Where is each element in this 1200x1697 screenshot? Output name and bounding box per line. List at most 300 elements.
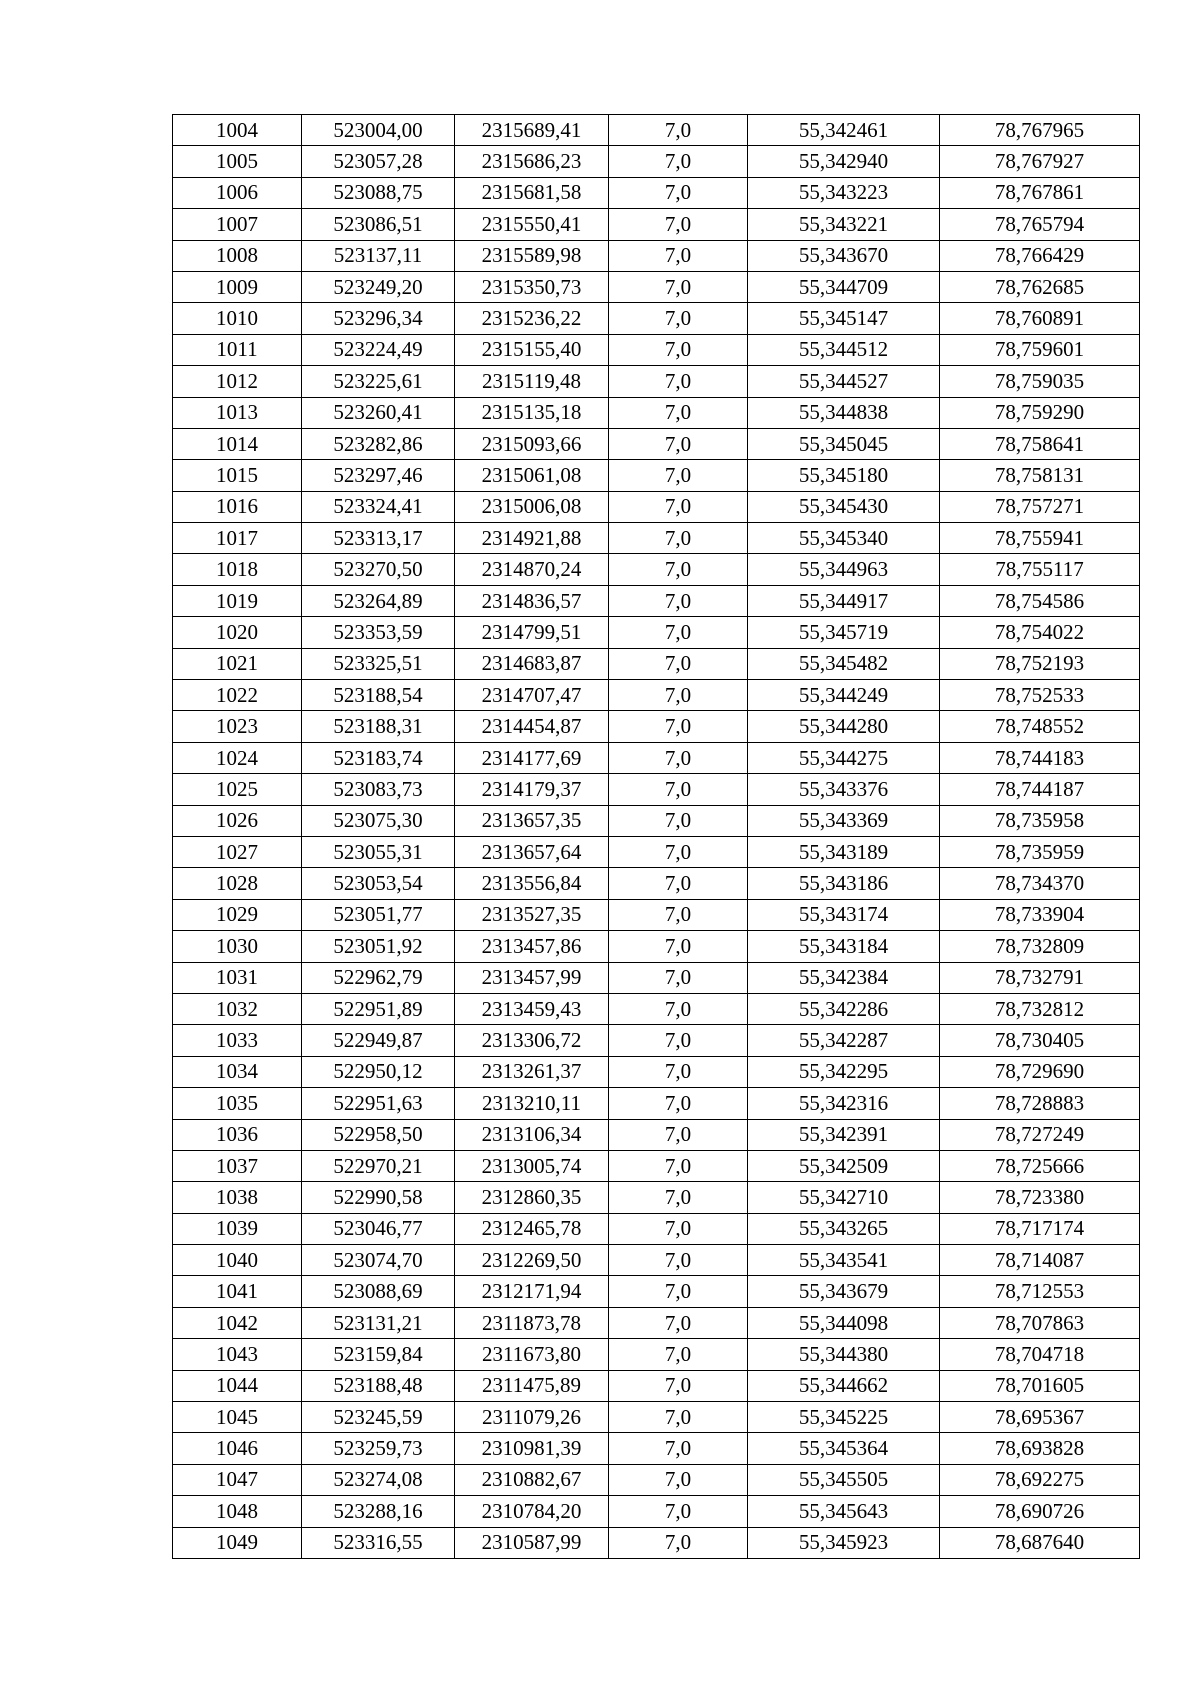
y-coordinate-cell: 2313210,11: [455, 1088, 609, 1119]
table-row: [173, 1339, 1140, 1370]
table-row: [173, 303, 1140, 334]
y-coordinate-cell: 2315135,18: [455, 397, 609, 428]
longitude-cell: 78,744183: [940, 742, 1140, 773]
longitude-cell: 78,755941: [940, 523, 1140, 554]
longitude-cell: 78,725666: [940, 1150, 1140, 1181]
value-cell: 7,0: [609, 1496, 748, 1527]
longitude-cell: 78,760891: [940, 303, 1140, 334]
value-cell: 7,0: [609, 836, 748, 867]
longitude-cell: 78,735959: [940, 836, 1140, 867]
x-coordinate-cell: 523249,20: [302, 271, 455, 302]
y-coordinate-cell: 2315550,41: [455, 209, 609, 240]
point-number-cell: 1048: [173, 1496, 302, 1527]
point-number-cell: 1046: [173, 1433, 302, 1464]
y-coordinate-cell: 2311673,80: [455, 1339, 609, 1370]
x-coordinate-cell: 523316,55: [302, 1527, 455, 1558]
latitude-cell: 55,344380: [748, 1339, 940, 1370]
longitude-cell: 78,695367: [940, 1402, 1140, 1433]
table-row: [173, 1402, 1140, 1433]
latitude-cell: 55,345505: [748, 1464, 940, 1495]
latitude-cell: 55,343369: [748, 805, 940, 836]
value-cell: 7,0: [609, 899, 748, 930]
y-coordinate-cell: 2312465,78: [455, 1213, 609, 1244]
table-row: [173, 1213, 1140, 1244]
x-coordinate-cell: 523053,54: [302, 868, 455, 899]
point-number-cell: 1027: [173, 836, 302, 867]
table-row: [173, 742, 1140, 773]
latitude-cell: 55,345643: [748, 1496, 940, 1527]
point-number-cell: 1032: [173, 993, 302, 1024]
latitude-cell: 55,345482: [748, 648, 940, 679]
point-number-cell: 1009: [173, 271, 302, 302]
table-row: [173, 334, 1140, 365]
table-row: [173, 1496, 1140, 1527]
longitude-cell: 78,748552: [940, 711, 1140, 742]
y-coordinate-cell: 2315155,40: [455, 334, 609, 365]
x-coordinate-cell: 523264,89: [302, 585, 455, 616]
latitude-cell: 55,344709: [748, 271, 940, 302]
y-coordinate-cell: 2314799,51: [455, 617, 609, 648]
value-cell: 7,0: [609, 648, 748, 679]
table-row: [173, 1527, 1140, 1558]
table-row: [173, 585, 1140, 616]
point-number-cell: 1030: [173, 931, 302, 962]
x-coordinate-cell: 523083,73: [302, 774, 455, 805]
latitude-cell: 55,343670: [748, 240, 940, 271]
longitude-cell: 78,723380: [940, 1182, 1140, 1213]
table-row: [173, 366, 1140, 397]
longitude-cell: 78,707863: [940, 1307, 1140, 1338]
table-row: [173, 271, 1140, 302]
latitude-cell: 55,342287: [748, 1025, 940, 1056]
y-coordinate-cell: 2314454,87: [455, 711, 609, 742]
table-row: [173, 993, 1140, 1024]
y-coordinate-cell: 2310784,20: [455, 1496, 609, 1527]
x-coordinate-cell: 523051,92: [302, 931, 455, 962]
coordinates-table-body: [173, 115, 1140, 1559]
table-row: [173, 146, 1140, 177]
point-number-cell: 1011: [173, 334, 302, 365]
x-coordinate-cell: 522950,12: [302, 1056, 455, 1087]
latitude-cell: 55,345340: [748, 523, 940, 554]
value-cell: 7,0: [609, 1370, 748, 1401]
value-cell: 7,0: [609, 868, 748, 899]
latitude-cell: 55,343174: [748, 899, 940, 930]
point-number-cell: 1049: [173, 1527, 302, 1558]
table-row: [173, 1433, 1140, 1464]
table-row: [173, 1276, 1140, 1307]
value-cell: 7,0: [609, 931, 748, 962]
table-row: [173, 1150, 1140, 1181]
point-number-cell: 1021: [173, 648, 302, 679]
longitude-cell: 78,735958: [940, 805, 1140, 836]
longitude-cell: 78,757271: [940, 491, 1140, 522]
table-row: [173, 648, 1140, 679]
table-row: [173, 240, 1140, 271]
longitude-cell: 78,712553: [940, 1276, 1140, 1307]
y-coordinate-cell: 2313457,99: [455, 962, 609, 993]
x-coordinate-cell: 523353,59: [302, 617, 455, 648]
longitude-cell: 78,714087: [940, 1245, 1140, 1276]
x-coordinate-cell: 523004,00: [302, 115, 455, 146]
table-row: [173, 617, 1140, 648]
point-number-cell: 1022: [173, 680, 302, 711]
longitude-cell: 78,717174: [940, 1213, 1140, 1244]
value-cell: 7,0: [609, 1276, 748, 1307]
table-row: [173, 1056, 1140, 1087]
latitude-cell: 55,343184: [748, 931, 940, 962]
y-coordinate-cell: 2314177,69: [455, 742, 609, 773]
y-coordinate-cell: 2313556,84: [455, 868, 609, 899]
value-cell: 7,0: [609, 617, 748, 648]
point-number-cell: 1029: [173, 899, 302, 930]
value-cell: 7,0: [609, 805, 748, 836]
y-coordinate-cell: 2311873,78: [455, 1307, 609, 1338]
value-cell: 7,0: [609, 366, 748, 397]
latitude-cell: 55,345180: [748, 460, 940, 491]
table-row: [173, 1245, 1140, 1276]
table-row: [173, 774, 1140, 805]
y-coordinate-cell: 2315689,41: [455, 115, 609, 146]
point-number-cell: 1033: [173, 1025, 302, 1056]
longitude-cell: 78,762685: [940, 271, 1140, 302]
value-cell: 7,0: [609, 1119, 748, 1150]
longitude-cell: 78,767927: [940, 146, 1140, 177]
point-number-cell: 1044: [173, 1370, 302, 1401]
point-number-cell: 1012: [173, 366, 302, 397]
point-number-cell: 1041: [173, 1276, 302, 1307]
point-number-cell: 1037: [173, 1150, 302, 1181]
x-coordinate-cell: 523274,08: [302, 1464, 455, 1495]
longitude-cell: 78,755117: [940, 554, 1140, 585]
y-coordinate-cell: 2313457,86: [455, 931, 609, 962]
x-coordinate-cell: 523188,31: [302, 711, 455, 742]
latitude-cell: 55,344098: [748, 1307, 940, 1338]
latitude-cell: 55,344527: [748, 366, 940, 397]
point-number-cell: 1045: [173, 1402, 302, 1433]
latitude-cell: 55,344280: [748, 711, 940, 742]
y-coordinate-cell: 2315681,58: [455, 177, 609, 208]
longitude-cell: 78,759290: [940, 397, 1140, 428]
latitude-cell: 55,342384: [748, 962, 940, 993]
value-cell: 7,0: [609, 711, 748, 742]
longitude-cell: 78,693828: [940, 1433, 1140, 1464]
latitude-cell: 55,345147: [748, 303, 940, 334]
value-cell: 7,0: [609, 585, 748, 616]
value-cell: 7,0: [609, 1025, 748, 1056]
value-cell: 7,0: [609, 1307, 748, 1338]
point-number-cell: 1023: [173, 711, 302, 742]
latitude-cell: 55,345364: [748, 1433, 940, 1464]
value-cell: 7,0: [609, 680, 748, 711]
longitude-cell: 78,730405: [940, 1025, 1140, 1056]
latitude-cell: 55,343189: [748, 836, 940, 867]
latitude-cell: 55,343186: [748, 868, 940, 899]
y-coordinate-cell: 2313459,43: [455, 993, 609, 1024]
longitude-cell: 78,704718: [940, 1339, 1140, 1370]
point-number-cell: 1034: [173, 1056, 302, 1087]
value-cell: 7,0: [609, 962, 748, 993]
value-cell: 7,0: [609, 1339, 748, 1370]
longitude-cell: 78,754586: [940, 585, 1140, 616]
x-coordinate-cell: 522951,89: [302, 993, 455, 1024]
y-coordinate-cell: 2315061,08: [455, 460, 609, 491]
coordinates-table: [172, 114, 1140, 1559]
value-cell: 7,0: [609, 334, 748, 365]
x-coordinate-cell: 523188,54: [302, 680, 455, 711]
longitude-cell: 78,759601: [940, 334, 1140, 365]
value-cell: 7,0: [609, 460, 748, 491]
latitude-cell: 55,342316: [748, 1088, 940, 1119]
latitude-cell: 55,342391: [748, 1119, 940, 1150]
value-cell: 7,0: [609, 1527, 748, 1558]
point-number-cell: 1014: [173, 428, 302, 459]
y-coordinate-cell: 2315686,23: [455, 146, 609, 177]
longitude-cell: 78,767965: [940, 115, 1140, 146]
longitude-cell: 78,754022: [940, 617, 1140, 648]
x-coordinate-cell: 522990,58: [302, 1182, 455, 1213]
y-coordinate-cell: 2315093,66: [455, 428, 609, 459]
x-coordinate-cell: 523296,34: [302, 303, 455, 334]
latitude-cell: 55,344838: [748, 397, 940, 428]
value-cell: 7,0: [609, 240, 748, 271]
x-coordinate-cell: 523224,49: [302, 334, 455, 365]
x-coordinate-cell: 523259,73: [302, 1433, 455, 1464]
latitude-cell: 55,344249: [748, 680, 940, 711]
value-cell: 7,0: [609, 303, 748, 334]
latitude-cell: 55,343541: [748, 1245, 940, 1276]
table-row: [173, 899, 1140, 930]
latitude-cell: 55,343265: [748, 1213, 940, 1244]
longitude-cell: 78,729690: [940, 1056, 1140, 1087]
y-coordinate-cell: 2315350,73: [455, 271, 609, 302]
value-cell: 7,0: [609, 177, 748, 208]
longitude-cell: 78,759035: [940, 366, 1140, 397]
point-number-cell: 1040: [173, 1245, 302, 1276]
value-cell: 7,0: [609, 115, 748, 146]
point-number-cell: 1043: [173, 1339, 302, 1370]
longitude-cell: 78,765794: [940, 209, 1140, 240]
longitude-cell: 78,758641: [940, 428, 1140, 459]
table-row: [173, 680, 1140, 711]
table-row: [173, 554, 1140, 585]
y-coordinate-cell: 2313657,64: [455, 836, 609, 867]
value-cell: 7,0: [609, 523, 748, 554]
table-row: [173, 805, 1140, 836]
table-row: [173, 1182, 1140, 1213]
y-coordinate-cell: 2314921,88: [455, 523, 609, 554]
y-coordinate-cell: 2315236,22: [455, 303, 609, 334]
table-row: [173, 491, 1140, 522]
longitude-cell: 78,752533: [940, 680, 1140, 711]
point-number-cell: 1008: [173, 240, 302, 271]
value-cell: 7,0: [609, 1213, 748, 1244]
y-coordinate-cell: 2313527,35: [455, 899, 609, 930]
x-coordinate-cell: 523324,41: [302, 491, 455, 522]
point-number-cell: 1010: [173, 303, 302, 334]
point-number-cell: 1039: [173, 1213, 302, 1244]
value-cell: 7,0: [609, 1464, 748, 1495]
y-coordinate-cell: 2312269,50: [455, 1245, 609, 1276]
y-coordinate-cell: 2315119,48: [455, 366, 609, 397]
latitude-cell: 55,344275: [748, 742, 940, 773]
table-row: [173, 711, 1140, 742]
value-cell: 7,0: [609, 491, 748, 522]
value-cell: 7,0: [609, 774, 748, 805]
point-number-cell: 1025: [173, 774, 302, 805]
latitude-cell: 55,345045: [748, 428, 940, 459]
y-coordinate-cell: 2315006,08: [455, 491, 609, 522]
x-coordinate-cell: 522958,50: [302, 1119, 455, 1150]
value-cell: 7,0: [609, 1245, 748, 1276]
value-cell: 7,0: [609, 428, 748, 459]
longitude-cell: 78,732791: [940, 962, 1140, 993]
y-coordinate-cell: 2313261,37: [455, 1056, 609, 1087]
x-coordinate-cell: 523270,50: [302, 554, 455, 585]
x-coordinate-cell: 523055,31: [302, 836, 455, 867]
latitude-cell: 55,344917: [748, 585, 940, 616]
table-row: [173, 1464, 1140, 1495]
latitude-cell: 55,345923: [748, 1527, 940, 1558]
longitude-cell: 78,733904: [940, 899, 1140, 930]
value-cell: 7,0: [609, 1056, 748, 1087]
value-cell: 7,0: [609, 1088, 748, 1119]
x-coordinate-cell: 523288,16: [302, 1496, 455, 1527]
table-row: [173, 209, 1140, 240]
longitude-cell: 78,687640: [940, 1527, 1140, 1558]
point-number-cell: 1004: [173, 115, 302, 146]
value-cell: 7,0: [609, 742, 748, 773]
x-coordinate-cell: 523225,61: [302, 366, 455, 397]
latitude-cell: 55,343223: [748, 177, 940, 208]
point-number-cell: 1020: [173, 617, 302, 648]
value-cell: 7,0: [609, 1182, 748, 1213]
longitude-cell: 78,752193: [940, 648, 1140, 679]
table-row: [173, 428, 1140, 459]
point-number-cell: 1036: [173, 1119, 302, 1150]
latitude-cell: 55,342461: [748, 115, 940, 146]
x-coordinate-cell: 523183,74: [302, 742, 455, 773]
x-coordinate-cell: 523137,11: [302, 240, 455, 271]
table-row: [173, 523, 1140, 554]
latitude-cell: 55,342286: [748, 993, 940, 1024]
y-coordinate-cell: 2311079,26: [455, 1402, 609, 1433]
y-coordinate-cell: 2314870,24: [455, 554, 609, 585]
latitude-cell: 55,343679: [748, 1276, 940, 1307]
value-cell: 7,0: [609, 554, 748, 585]
value-cell: 7,0: [609, 993, 748, 1024]
latitude-cell: 55,342509: [748, 1150, 940, 1181]
point-number-cell: 1047: [173, 1464, 302, 1495]
x-coordinate-cell: 523057,28: [302, 146, 455, 177]
point-number-cell: 1038: [173, 1182, 302, 1213]
point-number-cell: 1007: [173, 209, 302, 240]
point-number-cell: 1035: [173, 1088, 302, 1119]
latitude-cell: 55,343376: [748, 774, 940, 805]
x-coordinate-cell: 523297,46: [302, 460, 455, 491]
y-coordinate-cell: 2310587,99: [455, 1527, 609, 1558]
point-number-cell: 1013: [173, 397, 302, 428]
longitude-cell: 78,727249: [940, 1119, 1140, 1150]
table-row: [173, 931, 1140, 962]
x-coordinate-cell: 523075,30: [302, 805, 455, 836]
table-row: [173, 962, 1140, 993]
table-row: [173, 1025, 1140, 1056]
x-coordinate-cell: 523088,75: [302, 177, 455, 208]
table-row: [173, 1088, 1140, 1119]
y-coordinate-cell: 2314836,57: [455, 585, 609, 616]
value-cell: 7,0: [609, 271, 748, 302]
table-row: [173, 115, 1140, 146]
table-row: [173, 397, 1140, 428]
latitude-cell: 55,343221: [748, 209, 940, 240]
latitude-cell: 55,342710: [748, 1182, 940, 1213]
latitude-cell: 55,345225: [748, 1402, 940, 1433]
point-number-cell: 1019: [173, 585, 302, 616]
y-coordinate-cell: 2314707,47: [455, 680, 609, 711]
x-coordinate-cell: 522970,21: [302, 1150, 455, 1181]
x-coordinate-cell: 523188,48: [302, 1370, 455, 1401]
table-row: [173, 868, 1140, 899]
y-coordinate-cell: 2313657,35: [455, 805, 609, 836]
point-number-cell: 1024: [173, 742, 302, 773]
value-cell: 7,0: [609, 209, 748, 240]
latitude-cell: 55,342940: [748, 146, 940, 177]
x-coordinate-cell: 523046,77: [302, 1213, 455, 1244]
x-coordinate-cell: 523260,41: [302, 397, 455, 428]
latitude-cell: 55,345719: [748, 617, 940, 648]
longitude-cell: 78,732809: [940, 931, 1140, 962]
point-number-cell: 1017: [173, 523, 302, 554]
y-coordinate-cell: 2315589,98: [455, 240, 609, 271]
x-coordinate-cell: 523159,84: [302, 1339, 455, 1370]
point-number-cell: 1028: [173, 868, 302, 899]
x-coordinate-cell: 523245,59: [302, 1402, 455, 1433]
y-coordinate-cell: 2310981,39: [455, 1433, 609, 1464]
x-coordinate-cell: 522962,79: [302, 962, 455, 993]
table-row: [173, 836, 1140, 867]
latitude-cell: 55,344662: [748, 1370, 940, 1401]
table-row: [173, 1119, 1140, 1150]
latitude-cell: 55,344512: [748, 334, 940, 365]
point-number-cell: 1006: [173, 177, 302, 208]
table-row: [173, 1307, 1140, 1338]
y-coordinate-cell: 2313106,34: [455, 1119, 609, 1150]
x-coordinate-cell: 523051,77: [302, 899, 455, 930]
y-coordinate-cell: 2311475,89: [455, 1370, 609, 1401]
table-row: [173, 177, 1140, 208]
y-coordinate-cell: 2313005,74: [455, 1150, 609, 1181]
x-coordinate-cell: 522949,87: [302, 1025, 455, 1056]
value-cell: 7,0: [609, 146, 748, 177]
x-coordinate-cell: 523088,69: [302, 1276, 455, 1307]
point-number-cell: 1005: [173, 146, 302, 177]
x-coordinate-cell: 523074,70: [302, 1245, 455, 1276]
x-coordinate-cell: 523086,51: [302, 209, 455, 240]
y-coordinate-cell: 2312171,94: [455, 1276, 609, 1307]
y-coordinate-cell: 2312860,35: [455, 1182, 609, 1213]
latitude-cell: 55,342295: [748, 1056, 940, 1087]
point-number-cell: 1026: [173, 805, 302, 836]
latitude-cell: 55,345430: [748, 491, 940, 522]
value-cell: 7,0: [609, 1150, 748, 1181]
x-coordinate-cell: 523313,17: [302, 523, 455, 554]
longitude-cell: 78,692275: [940, 1464, 1140, 1495]
longitude-cell: 78,728883: [940, 1088, 1140, 1119]
table-row: [173, 1370, 1140, 1401]
value-cell: 7,0: [609, 397, 748, 428]
x-coordinate-cell: 523282,86: [302, 428, 455, 459]
